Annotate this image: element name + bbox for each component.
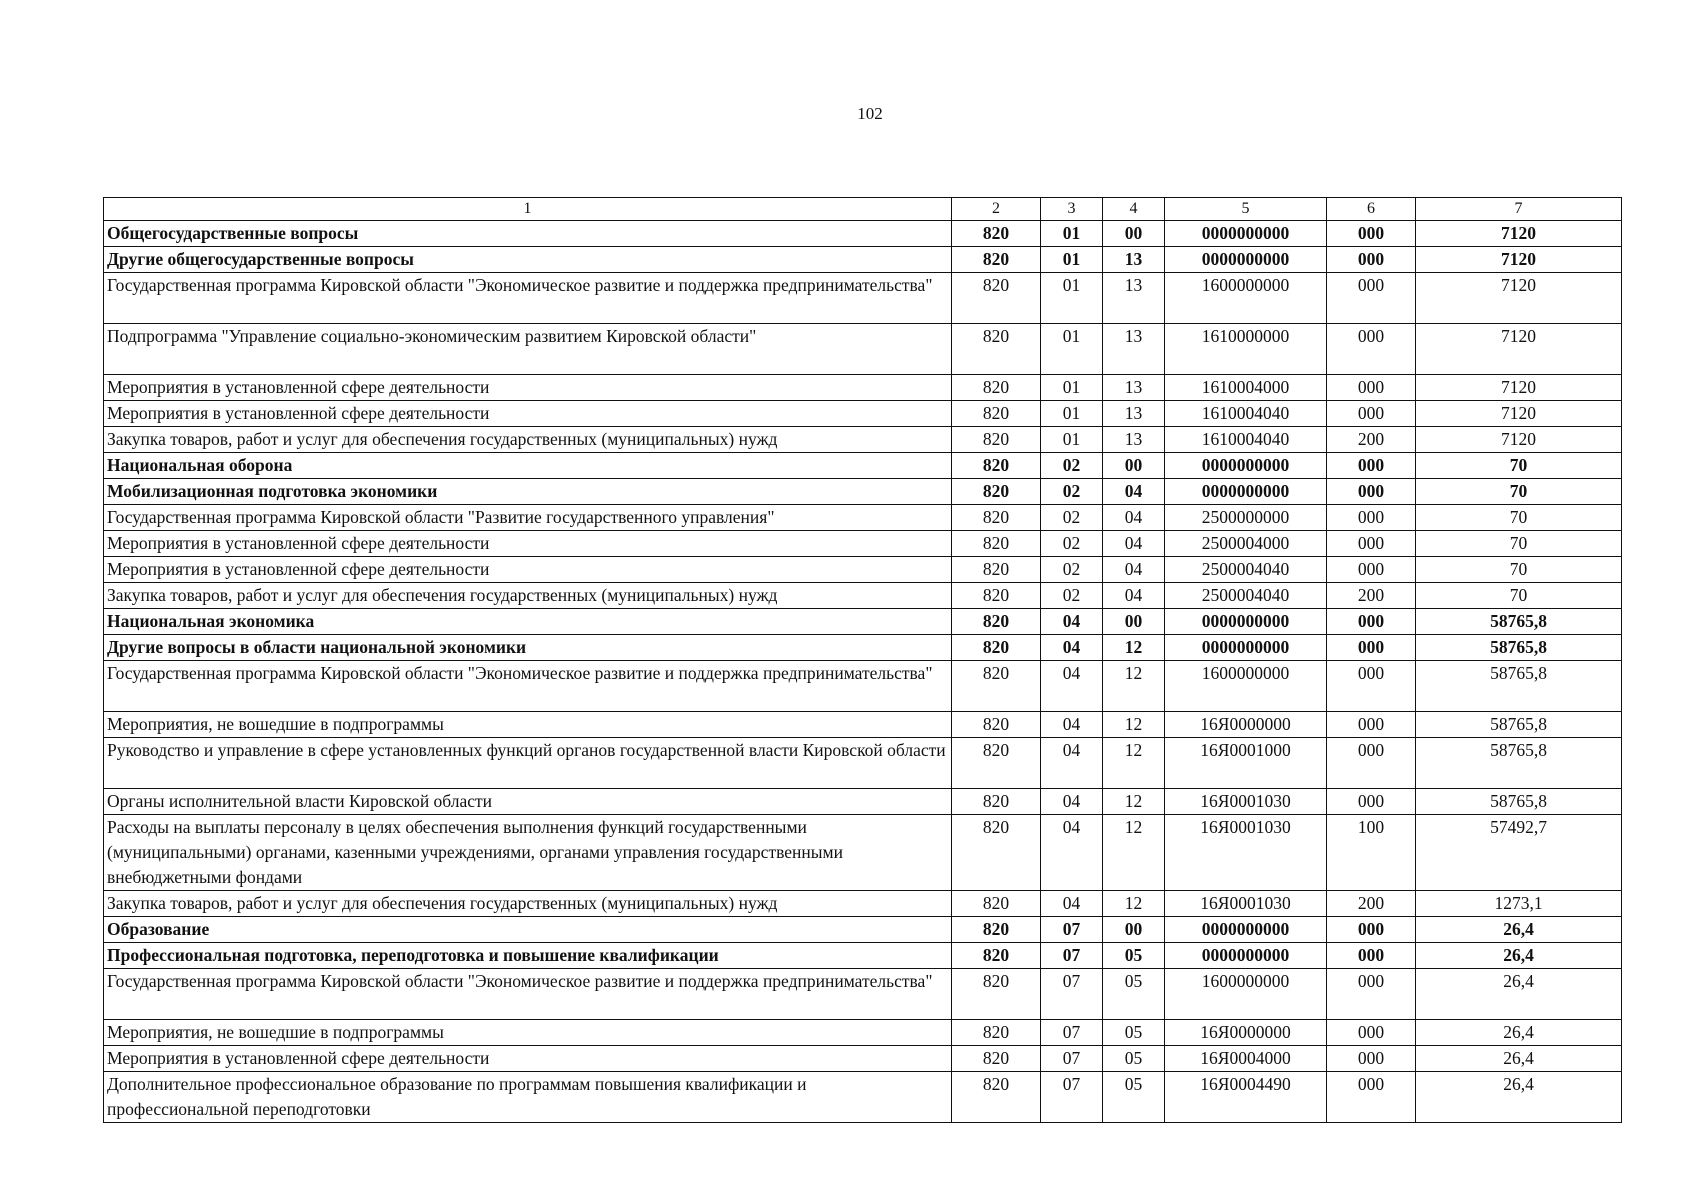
amount-cell: 70 <box>1416 557 1622 583</box>
table-row <box>104 453 1622 479</box>
admin-code-cell: 820 <box>952 789 1041 815</box>
expense-type-cell: 000 <box>1327 1020 1416 1046</box>
table-row <box>104 917 1622 943</box>
expense-type-cell: 000 <box>1327 531 1416 557</box>
admin-code-cell: 820 <box>952 401 1041 427</box>
amount-cell: 58765,8 <box>1416 712 1622 738</box>
admin-code-cell: 820 <box>952 479 1041 505</box>
amount-cell: 70 <box>1416 583 1622 609</box>
subsection-cell: 04 <box>1103 583 1165 609</box>
section-cell: 01 <box>1041 273 1103 324</box>
row-name-cell: Органы исполнительной власти Кировской области <box>104 789 952 815</box>
amount-cell: 26,4 <box>1416 917 1622 943</box>
subsection-cell: 12 <box>1103 635 1165 661</box>
amount-cell: 7120 <box>1416 401 1622 427</box>
row-name-cell: Мероприятия, не вошедшие в подпрограммы <box>104 712 952 738</box>
section-cell: 01 <box>1041 221 1103 247</box>
page-number: 102 <box>857 104 883 123</box>
row-name-cell: Закупка товаров, работ и услуг для обеспечения государственных (муниципальных) нужд <box>104 891 952 917</box>
table-body <box>104 198 1622 1123</box>
row-name-cell: Мероприятия в установленной сфере деятельности <box>104 531 952 557</box>
expense-type-cell: 200 <box>1327 583 1416 609</box>
header-cell-2: 2 <box>952 198 1041 221</box>
amount-cell: 70 <box>1416 531 1622 557</box>
admin-code-cell: 820 <box>952 221 1041 247</box>
header-cell-4: 4 <box>1103 198 1165 221</box>
row-name-cell: Национальная оборона <box>104 453 952 479</box>
table-row <box>104 1046 1622 1072</box>
table-row <box>104 505 1622 531</box>
section-cell: 01 <box>1041 247 1103 273</box>
table-row <box>104 531 1622 557</box>
section-cell: 07 <box>1041 969 1103 1020</box>
admin-code-cell: 820 <box>952 661 1041 712</box>
target-article-cell: 0000000000 <box>1165 453 1327 479</box>
admin-code-cell: 820 <box>952 943 1041 969</box>
header-cell-1: 1 <box>104 198 952 221</box>
target-article-cell: 0000000000 <box>1165 247 1327 273</box>
expense-type-cell: 000 <box>1327 943 1416 969</box>
target-article-cell: 0000000000 <box>1165 609 1327 635</box>
table-row <box>104 891 1622 917</box>
row-name-cell: Расходы на выплаты персоналу в целях обеспечения выполнения функций государственными (муниципальными) органами, казенными учреждениями, органами управления государственными внебюджетными фондами <box>104 815 952 891</box>
table-row <box>104 661 1622 712</box>
amount-cell: 57492,7 <box>1416 815 1622 891</box>
target-article-cell: 2500004040 <box>1165 583 1327 609</box>
expense-type-cell: 000 <box>1327 479 1416 505</box>
target-article-cell: 2500004000 <box>1165 531 1327 557</box>
admin-code-cell: 820 <box>952 1020 1041 1046</box>
admin-code-cell: 820 <box>952 1072 1041 1123</box>
section-cell: 04 <box>1041 635 1103 661</box>
table-row <box>104 583 1622 609</box>
row-name-cell: Национальная экономика <box>104 609 952 635</box>
header-row <box>104 198 1622 221</box>
section-cell: 04 <box>1041 738 1103 789</box>
amount-cell: 7120 <box>1416 221 1622 247</box>
admin-code-cell: 820 <box>952 583 1041 609</box>
subsection-cell: 05 <box>1103 1046 1165 1072</box>
expense-type-cell: 000 <box>1327 401 1416 427</box>
table-row <box>104 712 1622 738</box>
section-cell: 02 <box>1041 505 1103 531</box>
row-name-cell: Государственная программа Кировской области "Экономическое развитие и поддержка предпринимательства" <box>104 969 952 1020</box>
admin-code-cell: 820 <box>952 891 1041 917</box>
row-name-cell: Дополнительное профессиональное образование по программам повышения квалификации и профессиональной переподготовки <box>104 1072 952 1123</box>
section-cell: 04 <box>1041 609 1103 635</box>
section-cell: 04 <box>1041 712 1103 738</box>
subsection-cell: 12 <box>1103 815 1165 891</box>
admin-code-cell: 820 <box>952 247 1041 273</box>
table-row <box>104 789 1622 815</box>
target-article-cell: 16Я0004490 <box>1165 1072 1327 1123</box>
expense-type-cell: 000 <box>1327 557 1416 583</box>
subsection-cell: 05 <box>1103 943 1165 969</box>
subsection-cell: 12 <box>1103 789 1165 815</box>
table-row <box>104 401 1622 427</box>
section-cell: 02 <box>1041 479 1103 505</box>
expense-type-cell: 200 <box>1327 427 1416 453</box>
expense-type-cell: 000 <box>1327 221 1416 247</box>
table-row <box>104 324 1622 375</box>
admin-code-cell: 820 <box>952 738 1041 789</box>
target-article-cell: 16Я0000000 <box>1165 712 1327 738</box>
expense-type-cell: 000 <box>1327 453 1416 479</box>
row-name-cell: Мероприятия в установленной сфере деятельности <box>104 557 952 583</box>
row-name-cell: Закупка товаров, работ и услуг для обеспечения государственных (муниципальных) нужд <box>104 427 952 453</box>
amount-cell: 1273,1 <box>1416 891 1622 917</box>
amount-cell: 7120 <box>1416 247 1622 273</box>
target-article-cell: 0000000000 <box>1165 635 1327 661</box>
amount-cell: 58765,8 <box>1416 738 1622 789</box>
subsection-cell: 05 <box>1103 1072 1165 1123</box>
expense-type-cell: 100 <box>1327 815 1416 891</box>
target-article-cell: 0000000000 <box>1165 221 1327 247</box>
section-cell: 02 <box>1041 557 1103 583</box>
row-name-cell: Закупка товаров, работ и услуг для обеспечения государственных (муниципальных) нужд <box>104 583 952 609</box>
amount-cell: 70 <box>1416 453 1622 479</box>
expense-type-cell: 000 <box>1327 1046 1416 1072</box>
row-name-cell: Общегосударственные вопросы <box>104 221 952 247</box>
amount-cell: 7120 <box>1416 375 1622 401</box>
section-cell: 07 <box>1041 917 1103 943</box>
expense-type-cell: 000 <box>1327 1072 1416 1123</box>
table-row <box>104 557 1622 583</box>
amount-cell: 58765,8 <box>1416 609 1622 635</box>
target-article-cell: 16Я0004000 <box>1165 1046 1327 1072</box>
section-cell: 04 <box>1041 891 1103 917</box>
table-row <box>104 609 1622 635</box>
section-cell: 07 <box>1041 943 1103 969</box>
section-cell: 01 <box>1041 375 1103 401</box>
table-row <box>104 273 1622 324</box>
target-article-cell: 16Я0001000 <box>1165 738 1327 789</box>
expense-type-cell: 000 <box>1327 969 1416 1020</box>
subsection-cell: 00 <box>1103 453 1165 479</box>
target-article-cell: 16Я0001030 <box>1165 815 1327 891</box>
section-cell: 01 <box>1041 401 1103 427</box>
target-article-cell: 1610000000 <box>1165 324 1327 375</box>
target-article-cell: 0000000000 <box>1165 479 1327 505</box>
amount-cell: 7120 <box>1416 324 1622 375</box>
table-row <box>104 479 1622 505</box>
admin-code-cell: 820 <box>952 273 1041 324</box>
expense-type-cell: 000 <box>1327 609 1416 635</box>
expense-type-cell: 000 <box>1327 247 1416 273</box>
admin-code-cell: 820 <box>952 969 1041 1020</box>
section-cell: 04 <box>1041 661 1103 712</box>
budget-table <box>103 197 1622 1123</box>
table-row <box>104 635 1622 661</box>
target-article-cell: 16Я0001030 <box>1165 789 1327 815</box>
section-cell: 07 <box>1041 1020 1103 1046</box>
subsection-cell: 13 <box>1103 375 1165 401</box>
expense-type-cell: 000 <box>1327 505 1416 531</box>
admin-code-cell: 820 <box>952 712 1041 738</box>
table-row <box>104 815 1622 891</box>
expense-type-cell: 000 <box>1327 375 1416 401</box>
amount-cell: 7120 <box>1416 273 1622 324</box>
table-row <box>104 943 1622 969</box>
subsection-cell: 13 <box>1103 273 1165 324</box>
amount-cell: 58765,8 <box>1416 635 1622 661</box>
section-cell: 04 <box>1041 789 1103 815</box>
header-cell-5: 5 <box>1165 198 1327 221</box>
target-article-cell: 2500004040 <box>1165 557 1327 583</box>
subsection-cell: 00 <box>1103 917 1165 943</box>
expense-type-cell: 000 <box>1327 661 1416 712</box>
expense-type-cell: 000 <box>1327 917 1416 943</box>
amount-cell: 58765,8 <box>1416 661 1622 712</box>
row-name-cell: Мероприятия в установленной сфере деятельности <box>104 375 952 401</box>
table-row <box>104 375 1622 401</box>
admin-code-cell: 820 <box>952 453 1041 479</box>
expense-type-cell: 000 <box>1327 324 1416 375</box>
section-cell: 07 <box>1041 1072 1103 1123</box>
subsection-cell: 13 <box>1103 401 1165 427</box>
subsection-cell: 05 <box>1103 969 1165 1020</box>
row-name-cell: Государственная программа Кировской области "Экономическое развитие и поддержка предпринимательства" <box>104 661 952 712</box>
target-article-cell: 1600000000 <box>1165 273 1327 324</box>
admin-code-cell: 820 <box>952 557 1041 583</box>
row-name-cell: Мобилизационная подготовка экономики <box>104 479 952 505</box>
table-row <box>104 427 1622 453</box>
subsection-cell: 05 <box>1103 1020 1165 1046</box>
expense-type-cell: 000 <box>1327 273 1416 324</box>
subsection-cell: 12 <box>1103 891 1165 917</box>
row-name-cell: Мероприятия, не вошедшие в подпрограммы <box>104 1020 952 1046</box>
row-name-cell: Образование <box>104 917 952 943</box>
subsection-cell: 12 <box>1103 738 1165 789</box>
section-cell: 07 <box>1041 1046 1103 1072</box>
expense-type-cell: 000 <box>1327 789 1416 815</box>
row-name-cell: Мероприятия в установленной сфере деятельности <box>104 401 952 427</box>
section-cell: 04 <box>1041 815 1103 891</box>
admin-code-cell: 820 <box>952 815 1041 891</box>
target-article-cell: 1610004040 <box>1165 401 1327 427</box>
header-cell-3: 3 <box>1041 198 1103 221</box>
row-name-cell: Мероприятия в установленной сфере деятельности <box>104 1046 952 1072</box>
target-article-cell: 1600000000 <box>1165 661 1327 712</box>
row-name-cell: Другие общегосударственные вопросы <box>104 247 952 273</box>
expense-type-cell: 000 <box>1327 712 1416 738</box>
admin-code-cell: 820 <box>952 505 1041 531</box>
row-name-cell: Подпрограмма "Управление социально-экономическим развитием Кировской области" <box>104 324 952 375</box>
subsection-cell: 12 <box>1103 661 1165 712</box>
target-article-cell: 16Я0000000 <box>1165 1020 1327 1046</box>
header-cell-7: 7 <box>1416 198 1622 221</box>
target-article-cell: 1600000000 <box>1165 969 1327 1020</box>
subsection-cell: 12 <box>1103 712 1165 738</box>
amount-cell: 26,4 <box>1416 1020 1622 1046</box>
subsection-cell: 00 <box>1103 609 1165 635</box>
subsection-cell: 04 <box>1103 531 1165 557</box>
subsection-cell: 00 <box>1103 221 1165 247</box>
amount-cell: 26,4 <box>1416 943 1622 969</box>
amount-cell: 26,4 <box>1416 1046 1622 1072</box>
section-cell: 02 <box>1041 583 1103 609</box>
admin-code-cell: 820 <box>952 531 1041 557</box>
header-cell-6: 6 <box>1327 198 1416 221</box>
admin-code-cell: 820 <box>952 635 1041 661</box>
admin-code-cell: 820 <box>952 427 1041 453</box>
amount-cell: 58765,8 <box>1416 789 1622 815</box>
table-row <box>104 1072 1622 1123</box>
admin-code-cell: 820 <box>952 609 1041 635</box>
expense-type-cell: 000 <box>1327 635 1416 661</box>
amount-cell: 7120 <box>1416 427 1622 453</box>
row-name-cell: Государственная программа Кировской области "Развитие государственного управления" <box>104 505 952 531</box>
table-row <box>104 1020 1622 1046</box>
row-name-cell: Другие вопросы в области национальной экономики <box>104 635 952 661</box>
row-name-cell: Государственная программа Кировской области "Экономическое развитие и поддержка предпринимательства" <box>104 273 952 324</box>
target-article-cell: 16Я0001030 <box>1165 891 1327 917</box>
expense-type-cell: 000 <box>1327 738 1416 789</box>
target-article-cell: 1610004000 <box>1165 375 1327 401</box>
subsection-cell: 13 <box>1103 247 1165 273</box>
admin-code-cell: 820 <box>952 917 1041 943</box>
target-article-cell: 2500000000 <box>1165 505 1327 531</box>
subsection-cell: 04 <box>1103 479 1165 505</box>
section-cell: 01 <box>1041 324 1103 375</box>
row-name-cell: Руководство и управление в сфере установленных функций органов государственной власти Кировской области <box>104 738 952 789</box>
section-cell: 01 <box>1041 427 1103 453</box>
amount-cell: 26,4 <box>1416 969 1622 1020</box>
subsection-cell: 13 <box>1103 427 1165 453</box>
admin-code-cell: 820 <box>952 324 1041 375</box>
subsection-cell: 04 <box>1103 557 1165 583</box>
table-row <box>104 247 1622 273</box>
target-article-cell: 0000000000 <box>1165 943 1327 969</box>
admin-code-cell: 820 <box>952 1046 1041 1072</box>
table-row <box>104 969 1622 1020</box>
table-row <box>104 221 1622 247</box>
table-row <box>104 738 1622 789</box>
amount-cell: 70 <box>1416 479 1622 505</box>
section-cell: 02 <box>1041 453 1103 479</box>
subsection-cell: 13 <box>1103 324 1165 375</box>
subsection-cell: 04 <box>1103 505 1165 531</box>
amount-cell: 70 <box>1416 505 1622 531</box>
target-article-cell: 0000000000 <box>1165 917 1327 943</box>
amount-cell: 26,4 <box>1416 1072 1622 1123</box>
admin-code-cell: 820 <box>952 375 1041 401</box>
row-name-cell: Профессиональная подготовка, переподготовка и повышение квалификации <box>104 943 952 969</box>
section-cell: 02 <box>1041 531 1103 557</box>
expense-type-cell: 200 <box>1327 891 1416 917</box>
target-article-cell: 1610004040 <box>1165 427 1327 453</box>
